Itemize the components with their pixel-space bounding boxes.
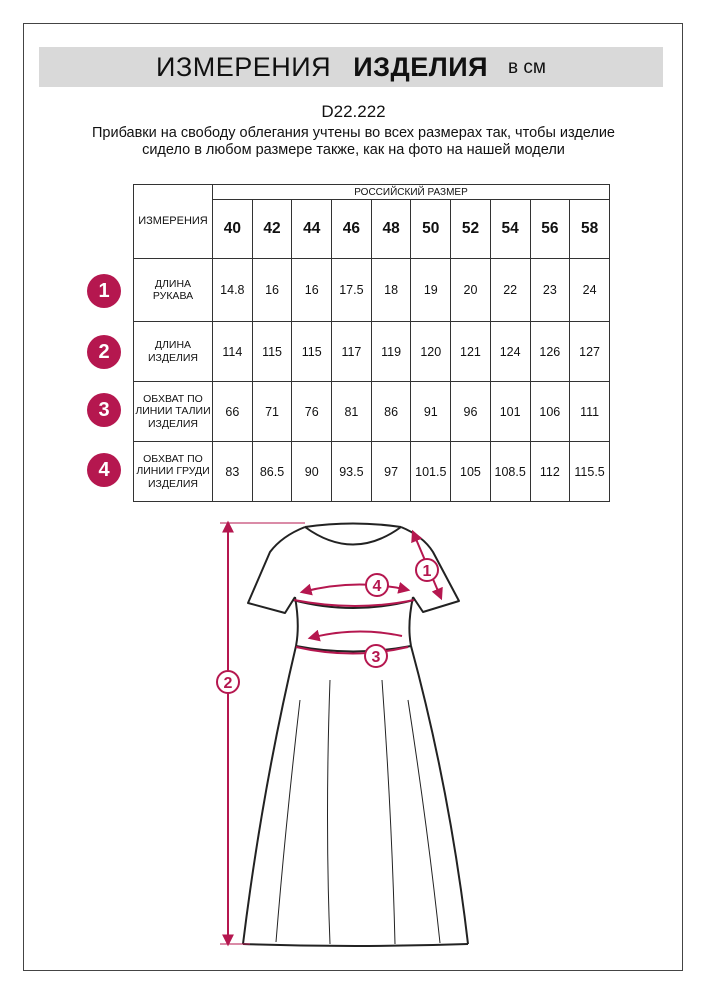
table-cell: 76 bbox=[292, 382, 332, 442]
table-cell: 117 bbox=[332, 322, 372, 382]
measurement-arrows bbox=[220, 523, 441, 944]
marker-chest-label: 4 bbox=[372, 578, 382, 595]
table-cell: 19 bbox=[411, 259, 451, 322]
title-unit: в см bbox=[508, 57, 546, 78]
table-cell: 93.5 bbox=[332, 442, 372, 502]
row-number-badge: 3 bbox=[87, 393, 121, 427]
size-header: 50 bbox=[411, 200, 451, 259]
table-cell: 114 bbox=[213, 322, 253, 382]
row-label: ДЛИНА ИЗДЕЛИЯ bbox=[134, 322, 213, 382]
title-word-measurements: ИЗМЕРЕНИЯ bbox=[156, 51, 332, 82]
row-label: ОБХВАТ ПО ЛИНИИ ТАЛИИ ИЗДЕЛИЯ bbox=[134, 382, 213, 442]
table-cell: 86.5 bbox=[252, 442, 292, 502]
table-cell: 14.8 bbox=[213, 259, 253, 322]
marker-sleeve-label: 1 bbox=[422, 563, 432, 580]
table-cell: 115.5 bbox=[570, 442, 610, 502]
row-number-badge: 1 bbox=[87, 274, 121, 308]
table-cell: 115 bbox=[252, 322, 292, 382]
size-header: 48 bbox=[371, 200, 411, 259]
size-header: 56 bbox=[530, 200, 570, 259]
table-cell: 119 bbox=[371, 322, 411, 382]
table-cell: 24 bbox=[570, 259, 610, 322]
table-cell: 23 bbox=[530, 259, 570, 322]
table-cell: 126 bbox=[530, 322, 570, 382]
table-cell: 97 bbox=[371, 442, 411, 502]
table-cell: 106 bbox=[530, 382, 570, 442]
table-cell: 81 bbox=[332, 382, 372, 442]
table-cell: 22 bbox=[490, 259, 530, 322]
table-cell: 101 bbox=[490, 382, 530, 442]
size-header: 58 bbox=[570, 200, 610, 259]
marker-length bbox=[217, 671, 239, 693]
size-header: 44 bbox=[292, 200, 332, 259]
row-number-badge: 4 bbox=[87, 453, 121, 487]
table-cell: 66 bbox=[213, 382, 253, 442]
size-header: 52 bbox=[451, 200, 491, 259]
table-cell: 71 bbox=[252, 382, 292, 442]
table-cell: 86 bbox=[371, 382, 411, 442]
dress-outline bbox=[243, 524, 468, 947]
table-cell: 16 bbox=[252, 259, 292, 322]
size-group-label: РОССИЙСКИЙ РАЗМЕР bbox=[213, 185, 610, 200]
row-label: ОБХВАТ ПО ЛИНИИ ГРУДИ ИЗДЕЛИЯ bbox=[134, 442, 213, 502]
size-header: 42 bbox=[252, 200, 292, 259]
corner-label: ИЗМЕРЕНИЯ bbox=[134, 185, 213, 259]
table-cell: 83 bbox=[213, 442, 253, 502]
table-cell: 124 bbox=[490, 322, 530, 382]
table-cell: 111 bbox=[570, 382, 610, 442]
table-cell: 96 bbox=[451, 382, 491, 442]
table-cell: 120 bbox=[411, 322, 451, 382]
size-header: 54 bbox=[490, 200, 530, 259]
size-header: 46 bbox=[332, 200, 372, 259]
table-cell: 16 bbox=[292, 259, 332, 322]
size-header: 40 bbox=[213, 200, 253, 259]
title-word-product: ИЗДЕЛИЯ bbox=[353, 51, 489, 82]
table-cell: 20 bbox=[451, 259, 491, 322]
marker-chest bbox=[366, 574, 388, 596]
table-cell: 108.5 bbox=[490, 442, 530, 502]
table-cell: 101.5 bbox=[411, 442, 451, 502]
fit-note: Прибавки на свободу облегания учтены во всех размерах так, чтобы изделие сидело в любом размере также, как на фото на нашей модели bbox=[91, 125, 615, 158]
row-number-badge: 2 bbox=[87, 335, 121, 369]
table-cell: 18 bbox=[371, 259, 411, 322]
table-cell: 90 bbox=[292, 442, 332, 502]
table-cell: 121 bbox=[451, 322, 491, 382]
table-cell: 127 bbox=[570, 322, 610, 382]
table-cell: 112 bbox=[530, 442, 570, 502]
table-cell: 91 bbox=[411, 382, 451, 442]
table-cell: 115 bbox=[292, 322, 332, 382]
marker-length-label: 2 bbox=[223, 675, 233, 692]
row-label: ДЛИНА РУКАВА bbox=[134, 259, 213, 322]
table-cell: 105 bbox=[451, 442, 491, 502]
marker-waist bbox=[365, 645, 387, 667]
table-cell: 17.5 bbox=[332, 259, 372, 322]
product-code: D22.222 bbox=[321, 102, 386, 121]
marker-sleeve bbox=[416, 559, 438, 581]
marker-waist-label: 3 bbox=[371, 649, 381, 666]
